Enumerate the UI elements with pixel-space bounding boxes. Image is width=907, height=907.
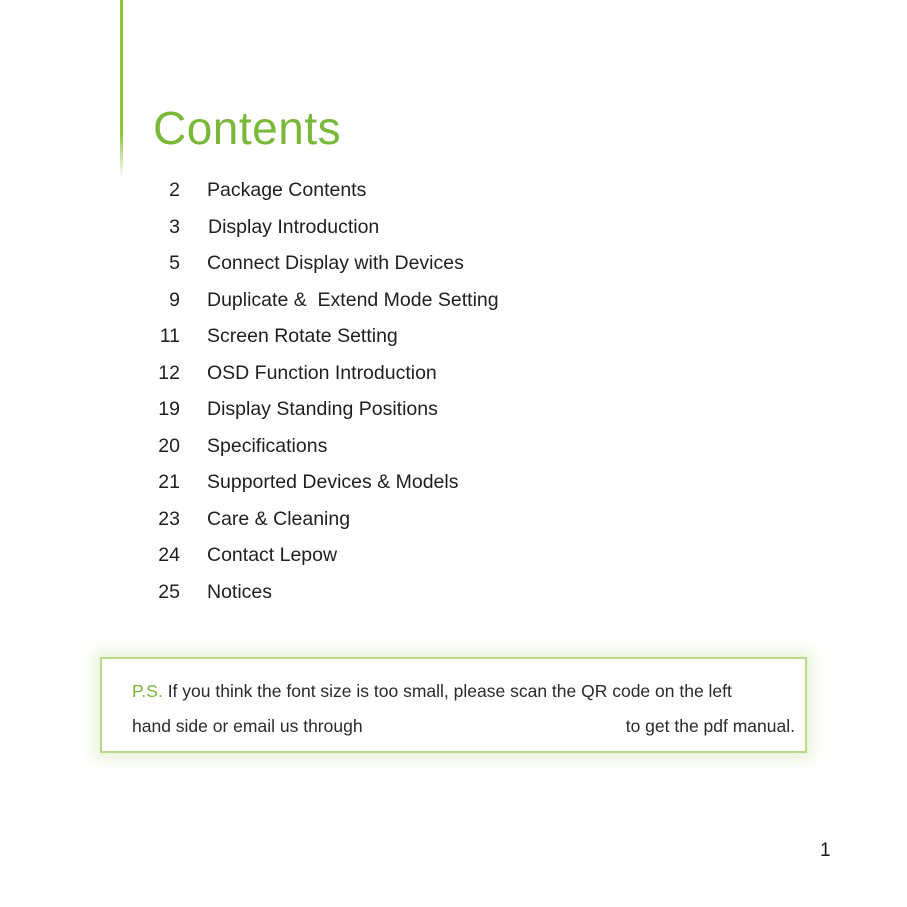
toc-page-number: 2 <box>169 179 180 201</box>
toc-title: Display Introduction <box>208 215 380 238</box>
toc-page-number: 11 <box>159 325 180 347</box>
toc-entry[interactable] <box>140 172 640 209</box>
toc-page-number: 21 <box>158 471 180 493</box>
toc-title: OSD Function Introduction <box>207 361 437 384</box>
toc-page-number: 19 <box>158 398 180 420</box>
toc-page-number: 24 <box>158 544 180 566</box>
toc-title: Display Standing Positions <box>207 398 438 420</box>
toc-title: Notices <box>207 580 273 603</box>
toc-entry[interactable] <box>140 537 640 574</box>
toc-entry[interactable] <box>140 464 640 501</box>
toc-page-number: 12 <box>158 361 180 384</box>
toc-page-number: 23 <box>158 507 180 530</box>
toc-entry[interactable] <box>140 282 640 319</box>
note-text-1: If you think the font size is too small, please scan the QR code on the left <box>162 681 732 701</box>
toc-entry[interactable] <box>140 501 640 538</box>
toc-page-number: 3 <box>169 215 180 238</box>
toc-page-number: 25 <box>158 580 180 603</box>
page-title: Contents <box>153 102 342 154</box>
toc-page-number: 9 <box>169 288 180 311</box>
toc-entry[interactable] <box>140 355 640 392</box>
toc-title: Screen Rotate Setting <box>207 325 398 347</box>
ps-note-box <box>100 657 807 753</box>
toc-entry[interactable] <box>140 318 640 355</box>
toc-entry[interactable] <box>140 209 640 246</box>
toc-entry[interactable] <box>140 574 640 611</box>
note-line-1 <box>132 681 732 702</box>
toc-title: Supported Devices & Models <box>207 471 459 493</box>
toc-title: Specifications <box>207 434 328 457</box>
toc-entry[interactable] <box>140 428 640 465</box>
toc-page-number: 5 <box>169 252 180 274</box>
note-text-2-end: to get the pdf manual. <box>625 716 795 736</box>
toc-title: Connect Display with Devices <box>207 252 464 274</box>
toc-title: Duplicate & Extend Mode Setting <box>207 288 499 311</box>
accent-bar <box>120 0 123 178</box>
toc-entry[interactable] <box>140 245 640 282</box>
page-number: 1 <box>820 840 831 861</box>
toc-title: Package Contents <box>207 179 367 201</box>
toc-entry[interactable] <box>140 391 640 428</box>
toc-page-number: 20 <box>158 434 180 457</box>
toc-title: Contact Lepow <box>207 544 338 566</box>
ps-label: P.S. <box>132 681 163 701</box>
toc-title: Care & Cleaning <box>207 507 351 530</box>
note-text-2-start: hand side or email us through <box>132 716 363 736</box>
table-of-contents <box>140 172 640 610</box>
